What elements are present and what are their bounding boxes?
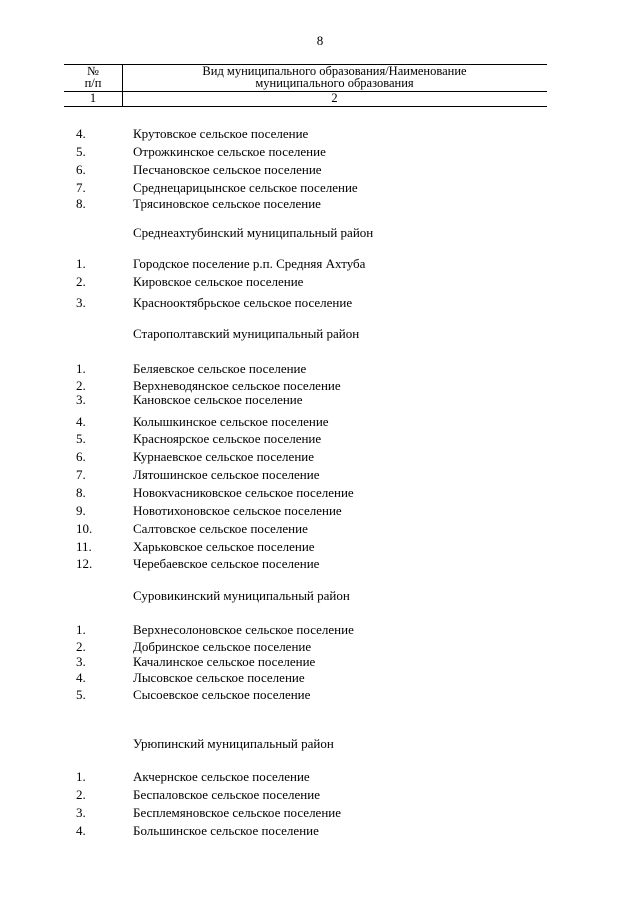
- list-item: 3. Краснооктябрьское сельское поселение: [76, 295, 353, 310]
- list-item: 6. Курнаевское сельское поселение: [76, 449, 314, 464]
- district-title: Среднеахтубинский муниципальный район: [133, 225, 374, 240]
- list-item: 12. Черебаевское сельское поселение: [76, 556, 320, 571]
- list-item: 7. Среднецарицынское сельское поселение: [76, 180, 358, 195]
- district-title: Суровикинский муниципальный район: [133, 588, 350, 603]
- list-item: 2. Добринское сельское поселение: [76, 639, 312, 654]
- list-item: 3. Бесплемяновское сельское поселение: [76, 805, 342, 820]
- list-item: 5. Красноярское сельское поселение: [76, 431, 322, 446]
- column-header-name: Вид муниципального образования/Наименование муниципального образования: [202, 64, 467, 90]
- page-number: 8: [316, 33, 324, 48]
- list-item: 1. Городское поселение р.п. Средняя Ахтуба: [76, 256, 366, 271]
- column-index-1: 1: [89, 91, 97, 105]
- column-index-2: 2: [331, 91, 338, 105]
- list-item: 1. Акчернское сельское поселение: [76, 769, 310, 784]
- list-item: 9. Новотихоновское сельское поселение: [76, 503, 342, 518]
- list-item: 1. Беляевское сельское поселение: [76, 361, 307, 376]
- list-item: 5. Отрожкинское сельское поселение: [76, 144, 326, 159]
- list-item: 3. Кановское сельское поселение: [76, 392, 303, 407]
- district-title: Урюпинский муниципальный район: [133, 736, 334, 751]
- list-item: 11. Харьковское сельское поселение: [76, 539, 315, 554]
- list-item: 6. Песчановское сельское поселение: [76, 162, 322, 177]
- list-item: 4. Крутовское сельское поселение: [76, 126, 309, 141]
- list-item: 8. Новокvасниковское сельское поселение: [76, 485, 354, 500]
- list-item: 1. Верхнесолоновское сельское поселение: [76, 622, 354, 637]
- list-item: 2. Верхневодянское сельское поселение: [76, 378, 341, 393]
- list-item: 8. Трясиновское сельское поселение: [76, 196, 321, 211]
- list-item: 2. Беспаловское сельское поселение: [76, 787, 320, 802]
- list-item: 4. Колышкинское сельское поселение: [76, 414, 329, 429]
- list-item: 2. Кировское сельское поселение: [76, 274, 304, 289]
- table-bottom-border: [64, 106, 547, 107]
- list-item: 3. Качалинское сельское поселение: [76, 654, 316, 669]
- list-item: 5. Сысоевское сельское поселение: [76, 687, 311, 702]
- list-item: 4. Большинское сельское поселение: [76, 823, 319, 838]
- district-title: Старополтавский муниципальный район: [133, 326, 360, 341]
- list-item: 7. Лятошинское сельское поселение: [76, 467, 320, 482]
- column-header-number: № п/п: [84, 64, 102, 90]
- list-item: 4. Лысовское сельское поселение: [76, 670, 305, 685]
- list-item: 10. Салтовское сельское поселение: [76, 521, 308, 536]
